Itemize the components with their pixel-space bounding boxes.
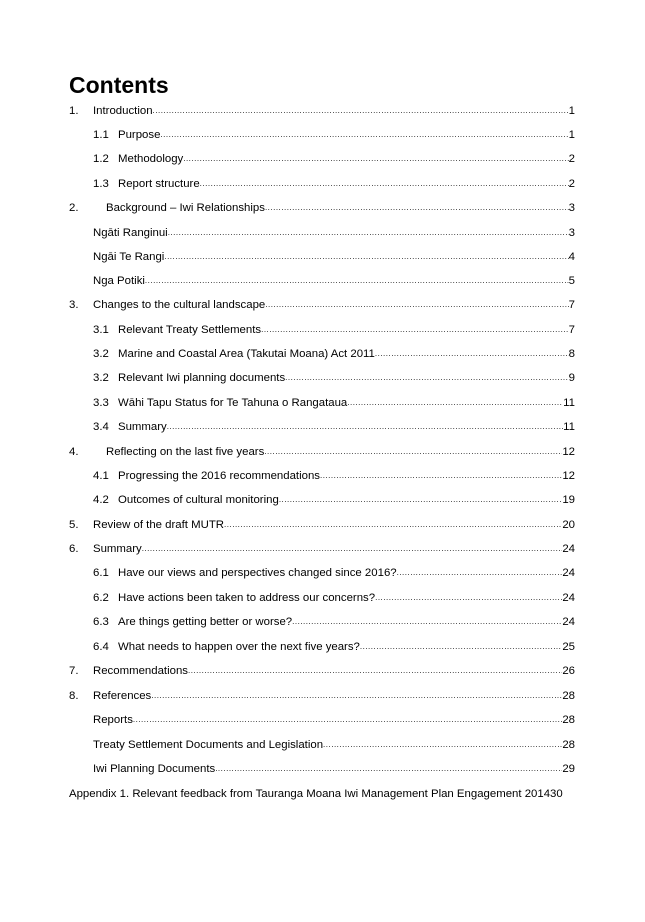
toc-entry-label: Changes to the cultural landscape	[93, 299, 266, 311]
toc-entry-number: 6.	[69, 543, 79, 555]
dot-leader	[160, 128, 568, 142]
dot-leader	[292, 615, 562, 629]
toc-entry-number: 7.	[69, 665, 79, 677]
toc-entry-page: 26	[562, 665, 575, 677]
toc-entry-label: Report structure	[118, 178, 200, 190]
dot-leader	[320, 469, 562, 483]
dot-leader	[397, 566, 563, 580]
toc-entry-number: 1.	[69, 105, 79, 117]
toc-entry[interactable]	[0, 713, 645, 727]
toc-entry-label: Background – Iwi Relationships	[106, 202, 265, 214]
toc-entry-number: 4.1	[93, 470, 109, 482]
dot-leader	[142, 542, 563, 556]
toc-entry-page: 20	[562, 519, 575, 531]
toc-entry[interactable]	[0, 323, 645, 337]
toc-entry-page: 3	[568, 202, 575, 214]
dot-leader	[375, 591, 562, 605]
toc-entry-page: 29	[562, 763, 575, 775]
toc-entry-number: 6.1	[93, 567, 109, 579]
toc-entry[interactable]	[0, 128, 645, 142]
toc-entry[interactable]	[0, 615, 645, 629]
toc-entry-label: Summary	[93, 543, 142, 555]
toc-entry-number: 6.2	[93, 592, 109, 604]
toc-entry-number: 4.2	[93, 494, 109, 506]
toc-entry-page: 4	[568, 251, 575, 263]
dot-leader	[151, 689, 562, 703]
toc-entry-label: Nga Potiki	[93, 275, 145, 287]
toc-entry-number: 1.2	[93, 153, 109, 165]
dot-leader	[265, 201, 569, 215]
toc-entry-page: 1	[568, 129, 575, 141]
dot-leader	[153, 104, 569, 118]
toc-entry[interactable]	[0, 542, 645, 556]
toc-entry[interactable]	[0, 250, 645, 264]
dot-leader	[264, 445, 562, 459]
toc-entry[interactable]	[0, 445, 645, 459]
dot-leader	[375, 347, 569, 361]
toc-entry-page: 30	[550, 788, 563, 800]
toc-entry-label: References	[93, 690, 152, 702]
dot-leader	[347, 396, 563, 410]
toc-entry-number: 1.1	[93, 129, 109, 141]
dot-leader	[285, 371, 568, 385]
toc-entry-label: Progressing the 2016 recommendations	[118, 470, 320, 482]
toc-entry[interactable]	[0, 177, 645, 191]
dot-leader	[323, 738, 562, 752]
toc-entry[interactable]	[0, 738, 645, 752]
toc-entry-label: Appendix 1. Relevant feedback from Tauranga Moana Iwi Management Plan Engagement 2014	[69, 788, 551, 800]
dot-leader	[188, 664, 562, 678]
toc-entry-page: 3	[568, 227, 575, 239]
toc-entry-label: Reports	[93, 714, 133, 726]
toc-entry-label: Relevant Treaty Settlements	[118, 324, 262, 336]
toc-entry[interactable]	[0, 226, 645, 240]
dot-leader	[183, 152, 568, 166]
toc-entry-number: 3.1	[93, 324, 109, 336]
toc-entry[interactable]	[0, 566, 645, 580]
dot-leader	[164, 250, 568, 264]
toc-entry-label: Reflecting on the last five years	[106, 446, 265, 458]
toc-entry-page: 28	[562, 739, 575, 751]
toc-entry-label: Marine and Coastal Area (Takutai Moana) Act 2011	[118, 348, 375, 360]
toc-entry[interactable]	[0, 469, 645, 483]
dot-leader	[200, 177, 569, 191]
toc-entry-page: 12	[562, 470, 575, 482]
toc-entry[interactable]	[0, 104, 645, 118]
toc-entry-number: 3.2	[93, 372, 109, 384]
toc-entry-page: 8	[568, 348, 575, 360]
toc-entry[interactable]	[0, 274, 645, 288]
toc-entry-page: 9	[568, 372, 575, 384]
toc-entry-number: 2.	[69, 202, 79, 214]
toc-entry-number: 5.	[69, 519, 79, 531]
toc-entry[interactable]	[0, 396, 645, 410]
toc-entry-label: Purpose	[118, 129, 161, 141]
toc-entry-number: 6.4	[93, 641, 109, 653]
toc-entry[interactable]	[0, 640, 645, 654]
toc-entry-page: 7	[568, 299, 575, 311]
toc-entry-label: Ngāi Te Rangi	[93, 251, 165, 263]
toc-entry-number: 3.	[69, 299, 79, 311]
dot-leader	[279, 493, 563, 507]
toc-entry-label: Iwi Planning Documents	[93, 763, 216, 775]
toc-entry-page: 24	[562, 543, 575, 555]
toc-entry-label: Introduction	[93, 105, 153, 117]
toc-entry-number: 3.4	[93, 421, 109, 433]
toc-entry[interactable]	[0, 347, 645, 361]
toc-entry-number: 8.	[69, 690, 79, 702]
toc-entry-label: Treaty Settlement Documents and Legislation	[93, 739, 324, 751]
toc-entry-page: 7	[568, 324, 575, 336]
toc-entry-label: Have our views and perspectives changed since 2016?	[118, 567, 397, 579]
dot-leader	[215, 762, 562, 776]
toc-entry-number: 1.3	[93, 178, 109, 190]
toc-entry-page: 5	[568, 275, 575, 287]
toc-entry-number: 4.	[69, 446, 79, 458]
toc-entry-page: 24	[562, 567, 575, 579]
dot-leader	[145, 274, 569, 288]
page-title: Contents	[69, 72, 169, 98]
toc-entry-label: Methodology	[118, 153, 184, 165]
toc-entry[interactable]	[0, 591, 645, 605]
toc-entry[interactable]	[0, 371, 645, 385]
dot-leader	[133, 713, 562, 727]
toc-entry[interactable]	[0, 201, 645, 215]
dot-leader	[224, 518, 562, 532]
toc-entry-page: 25	[562, 641, 575, 653]
toc-entry-page: 28	[562, 714, 575, 726]
dot-leader	[261, 323, 569, 337]
toc-entry-label: Wāhi Tapu Status for Te Tahuna o Rangataua	[118, 397, 348, 409]
toc-entry[interactable]	[0, 518, 645, 532]
toc-entry-label: Ngāti Ranginui	[93, 227, 168, 239]
toc-entry-page: 28	[562, 690, 575, 702]
toc-entry[interactable]	[0, 787, 645, 801]
toc-entry-page: 24	[562, 616, 575, 628]
toc-entry-page: 19	[562, 494, 575, 506]
toc-entry[interactable]	[0, 298, 645, 312]
toc-entry-label: Have actions been taken to address our concerns?	[118, 592, 376, 604]
dot-leader	[168, 226, 569, 240]
toc-entry[interactable]	[0, 762, 645, 776]
toc-entry-page: 12	[562, 446, 575, 458]
toc-entry-page: 2	[568, 178, 575, 190]
toc-entry[interactable]	[0, 689, 645, 703]
toc-entry-number: 3.3	[93, 397, 109, 409]
toc-entry-label: Summary	[118, 421, 167, 433]
toc-entry[interactable]	[0, 420, 645, 434]
dot-leader	[265, 298, 568, 312]
toc-entry-label: What needs to happen over the next five years?	[118, 641, 360, 653]
toc-entry[interactable]	[0, 493, 645, 507]
toc-entry-label: Review of the draft MUTR	[93, 519, 225, 531]
toc-entry[interactable]	[0, 664, 645, 678]
toc-entry-label: Recommendations	[93, 665, 188, 677]
dot-leader	[167, 420, 563, 434]
toc-entry-label: Outcomes of cultural monitoring	[118, 494, 279, 506]
toc-entry-page: 1	[568, 105, 575, 117]
toc-entry-label: Relevant Iwi planning documents	[118, 372, 286, 384]
toc-entry-page: 24	[562, 592, 575, 604]
toc-entry-page: 11	[563, 421, 575, 433]
toc-entry[interactable]	[0, 152, 645, 166]
toc-entry-label: Are things getting better or worse?	[118, 616, 293, 628]
toc-entry-number: 6.3	[93, 616, 109, 628]
toc-entry-page: 2	[568, 153, 575, 165]
toc-entry-number: 3.2	[93, 348, 109, 360]
toc-entry-page: 11	[563, 397, 575, 409]
dot-leader	[360, 640, 562, 654]
